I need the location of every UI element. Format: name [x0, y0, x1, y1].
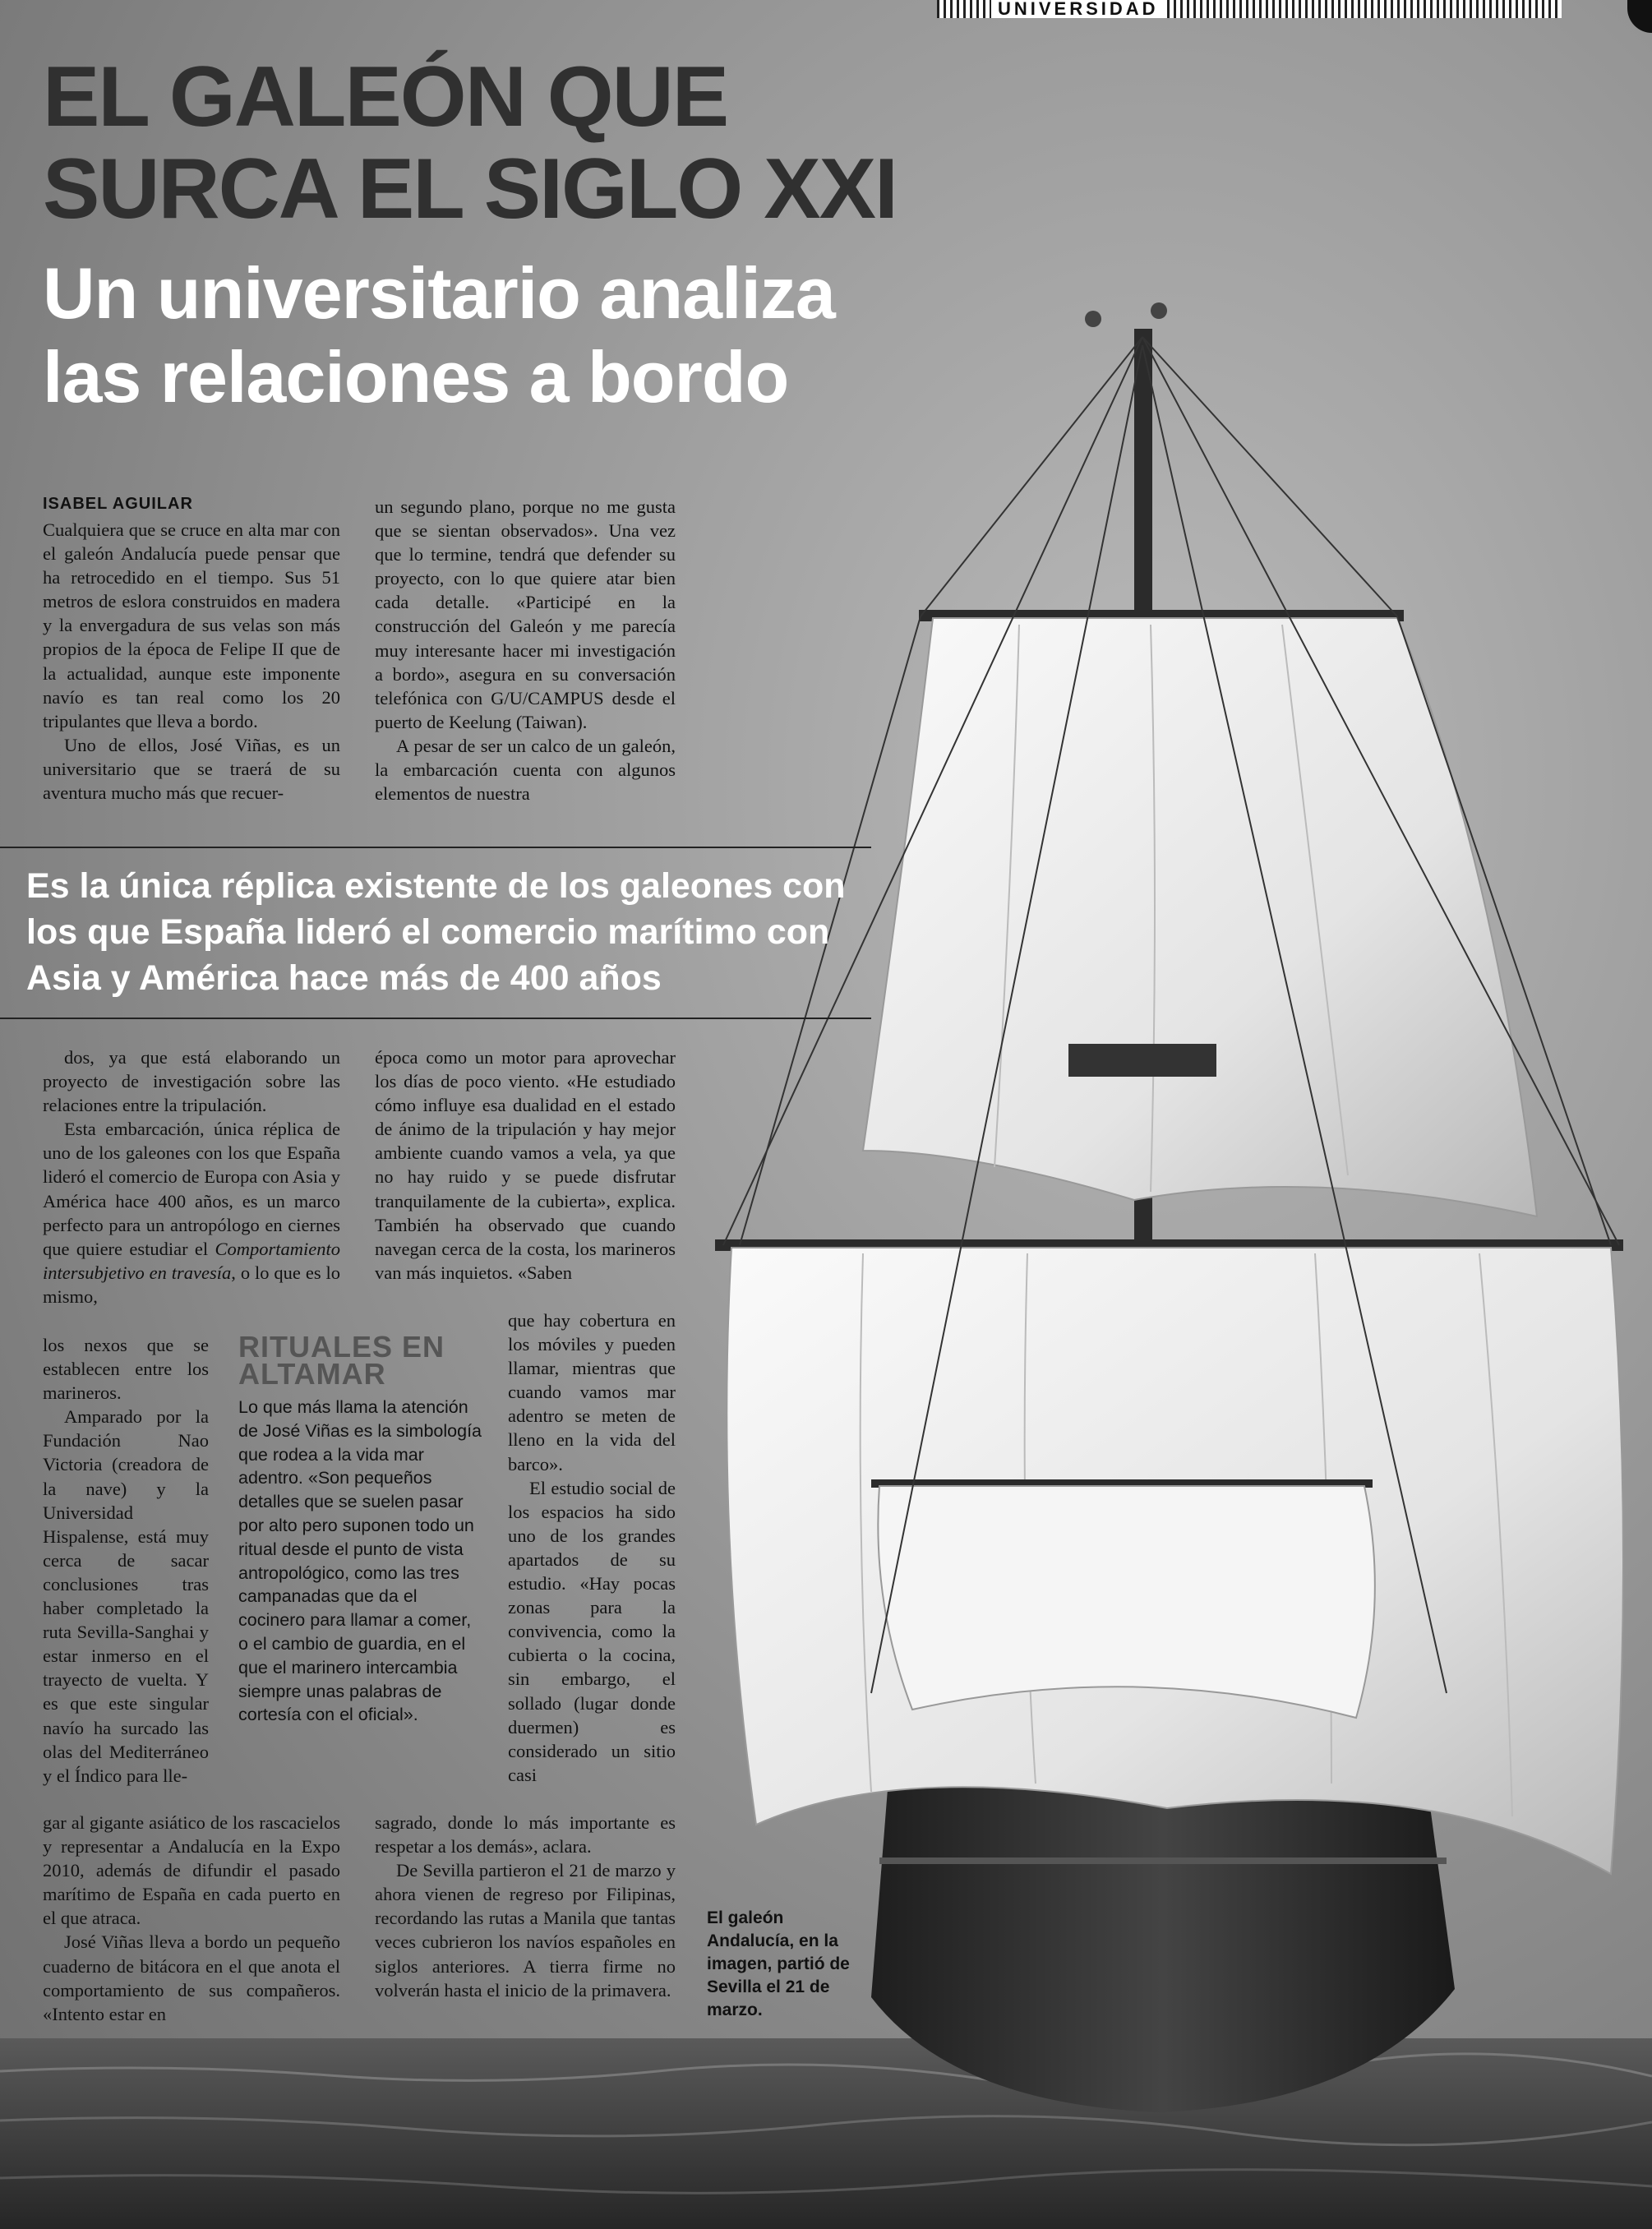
text-run: Esta embarcación, única réplica de uno de los galeones con los que España lideró el comercio de Europa con Asia y América hace 400 años, es un marco perfecto para un antropólogo en ciernes que quiere estudiar el [43, 1119, 340, 1259]
paragraph: un segundo plano, porque no me gusta que se sientan observados». Una vez que lo termine, tendrá que defender su proyecto, con lo que quiere atar bien cada detalle. «Participé en la construcción del Galeón y me parecía muy interesante hacer mi investigación a bordo», asegura en su conversación telefónica con G/U/CAMPUS desde el puerto de Keelung (Taiwan). [375, 496, 676, 732]
pull-quote-text: Es la única réplica existente de los galeones con los que España lideró el comercio marítimo con Asia y América hace más de 400 años [26, 866, 846, 998]
pull-quote-rule-bottom [0, 1018, 871, 1019]
paragraph: los nexos que se establecen entre los marineros. [43, 1335, 209, 1404]
fore-sail [878, 1486, 1375, 1718]
paragraph: dos, ya que está elaborando un proyecto de investigación sobre las relaciones entre la tripulación. [43, 1047, 340, 1116]
paragraph: Cualquiera que se cruce en alta mar con el galeón Andalucía puede pensar que ha retrocedido en el tiempo. Sus 51 metros de eslora construidos en madera y la envergadura de sus velas son más propios de la época de Felipe II que de la actualidad, aunque este imponente navío es tan real como los 20 tripulantes que lleva a bordo. [43, 519, 340, 731]
column-1-top [43, 518, 340, 805]
upper-sail [863, 618, 1537, 1216]
paragraph: El estudio social de los espacios ha sido uno de los grandes apartados de su estudio. «Hay pocas zonas para la convivencia, como la cubierta o la cocina, sin embargo, el sollado (lugar donde duermen) es considerado un sitio casi [508, 1477, 676, 1785]
column-2-top [375, 495, 676, 805]
text-run: , o lo que es lo mismo, [43, 1262, 341, 1307]
sidebar-title: RITUALES EN ALTAMAR [238, 1330, 445, 1391]
column-2-bottom-end [375, 1811, 676, 2002]
paragraph: José Viñas lleva a bordo un pequeño cuaderno de bitácora en el que anota el comportamiento de sus compañeros. «Intento estar en [43, 1931, 340, 2024]
sea [0, 2038, 1652, 2229]
pull-quote [0, 847, 871, 1018]
paragraph: gar al gigante asiático de los rascacielos y representar a Andalucía en la Expo 2010, además de difundir el pasado marítimo de España en cada puerto en el que atraca. [43, 1812, 340, 1929]
paragraph: A pesar de ser un calco de un galeón, la embarcación cuenta con algunos elementos de nuestra [375, 735, 676, 805]
section-tag: UNIVERSIDAD [991, 0, 1165, 18]
paragraph: que hay cobertura en los móviles y pueden llamar, mientras que cuando vamos mar adentro se meten de lleno en la vida del barco». [508, 1310, 676, 1474]
column-2-narrow [508, 1308, 676, 1787]
paragraph: Amparado por la Fundación Nao Victoria (creadora de la nave) y la Universidad Hispalense, está muy cerca de sacar conclusiones tras haber completado la ruta Sevilla-Sanghai y estar inmerso en el trayecto de vuelta. Y es que este singular navío ha surcado las olas del Mediterráneo y el Índico para lle- [43, 1406, 209, 1786]
column-2-bottom-wide [375, 1045, 676, 1285]
paragraph: sagrado, donde lo más importante es respetar a los demás», aclara. [375, 1812, 676, 1858]
paragraph: De Sevilla partieron el 21 de marzo y ahora vienen de regreso por Filipinas, recordando las rutas a Manila que tantas veces cubrieron los navíos españoles en siglos anteriores. A tierra firme no volverán hasta el inicio de la primavera. [375, 1860, 676, 2001]
photo-caption: El galeón Andalucía, en la imagen, partió de Sevilla el 21 de marzo. [707, 1908, 850, 2019]
paragraph: época como un motor para aprovechar los días de poco viento. «He estudiado cómo influye esa dualidad en el estado de ánimo de la tripulación y hay mejor ambiente cuando vamos a vela, ya que no hay ruido y se puede disfrutar tranquilamente de la cubierta», explica. También ha observado que cuando navegan cerca de la costa, los marineros van más inquietos. «Saben [375, 1047, 676, 1283]
subheadline-text: Un universitario analiza las relaciones a bordo [43, 252, 835, 418]
headline [43, 51, 947, 235]
column-1-narrow [43, 1333, 209, 1788]
paragraph [43, 1117, 340, 1308]
byline: ISABEL AGUILAR [43, 495, 193, 513]
sidebar-text: Lo que más llama la atención de José Viñas es la simbología que rodea a la vida mar adentro. «Son pequeños detalles que se suelen pasar por alto pero suponen todo un ritual desde el punto de vista antropológico, como las tres campanadas que da el cocinero para llamar a comer, o el cambio de guardia, en el que el marinero intercambia siempre unas palabras de cortesía con el oficial». [238, 1397, 482, 1725]
column-1-bottom-wide [43, 1045, 340, 1308]
study-title: Comportamiento intersubjetivo en travesía [43, 1238, 340, 1283]
headline-text: EL GALEÓN QUE SURCA EL SIGLO XXI [43, 49, 897, 237]
subheadline [43, 252, 947, 419]
paragraph: Uno de ellos, José Viñas, es un universitario que se traerá de su aventura mucho más que recuer- [43, 734, 340, 804]
column-1-bottom-end [43, 1811, 340, 2026]
